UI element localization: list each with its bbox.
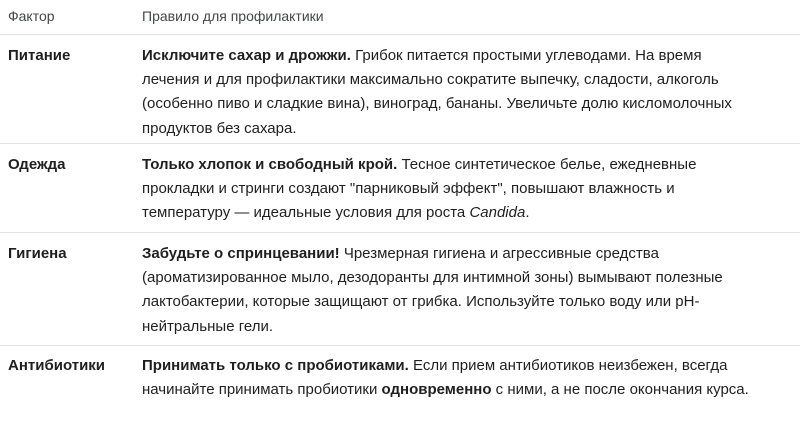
column-header-rule: Правило для профилактики: [142, 8, 324, 24]
rule-tail: с ними, а не после окончания курса.: [491, 381, 749, 399]
rule-text: Тесное синтетическое белье, ежедневные прокладки и стринги создают "парниковый эффект", повышают влажность и температуру — идеальные условия для роста: [142, 156, 697, 222]
rule-text: Чрезмерная гигиена и агрессивные средства (ароматизированное мыло, дезодоранты для интимной зоны) вымывают полезные лактобактерии, которые защищают от грибка. Используйте только воду или pH-нейтральные гели.: [142, 245, 723, 335]
rule-text: Грибок питается простыми углеводами. На время лечения и для профилактики максимально сократите выпечку, сладости, алкоголь (особенно пиво и сладкие вина), виноград, бананы. Увеличьте долю кисломолочных продуктов без сахара.: [142, 47, 732, 137]
factor-cell: Антибиотики: [8, 357, 106, 374]
factor-cell: Питание: [8, 47, 71, 64]
factor-cell: Одежда: [8, 156, 66, 173]
rule-italic: Candida: [469, 204, 526, 222]
column-header-factor: Фактор: [8, 8, 55, 24]
rule-tail: .: [525, 204, 530, 222]
rule-cell: [142, 153, 762, 226]
rule-text: Если прием антибиотиков неизбежен, всегда начинайте принимать пробиотики: [142, 357, 728, 399]
rule-lead: Исключите сахар и дрожжи.: [142, 47, 351, 64]
rule-lead: Забудьте о спринцевании!: [142, 245, 340, 262]
row-divider: [0, 143, 800, 144]
row-divider: [0, 232, 800, 233]
factor-cell: Гигиена: [8, 245, 67, 262]
header-divider: [0, 34, 800, 35]
rule-lead: Только хлопок и свободный крой.: [142, 156, 398, 173]
rule-cell: [142, 44, 762, 141]
rule-cell: [142, 242, 762, 339]
rule-bold: одновременно: [381, 381, 492, 399]
rule-cell: [142, 354, 762, 402]
row-divider: [0, 345, 800, 346]
rule-lead: Принимать только с пробиотиками.: [142, 357, 409, 374]
